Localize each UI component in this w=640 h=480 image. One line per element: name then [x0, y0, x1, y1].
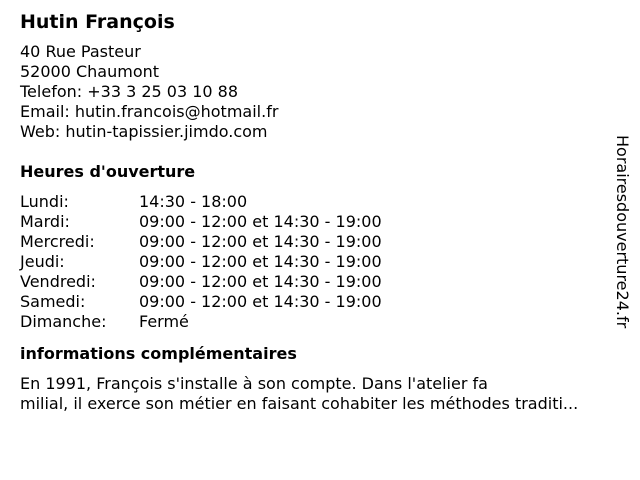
hours-day: Samedi:	[20, 292, 86, 311]
hours-time: Fermé	[139, 312, 189, 331]
hours-day: Mercredi:	[20, 232, 95, 251]
site-watermark: Horairesdouverture24.fr	[613, 135, 632, 329]
web-line: Web: hutin-tapissier.jimdo.com	[20, 122, 268, 141]
hours-time: 14:30 - 18:00	[139, 192, 248, 211]
additional-info-line-1: En 1991, François s'installe à son compte. Dans l'atelier fa	[20, 374, 488, 393]
address-street: 40 Rue Pasteur	[20, 42, 141, 61]
additional-info-title: informations complémentaires	[20, 344, 297, 363]
hours-time: 09:00 - 12:00 et 14:30 - 19:00	[139, 212, 382, 231]
additional-info-line-2: milial, il exerce son métier en faisant cohabiter les méthodes traditi...	[20, 394, 579, 413]
address-city: 52000 Chaumont	[20, 62, 160, 81]
hours-row-sunday	[20, 312, 620, 332]
hours-day: Mardi:	[20, 212, 70, 231]
business-name: Hutin François	[20, 11, 175, 33]
hours-day: Lundi:	[20, 192, 69, 211]
hours-time: 09:00 - 12:00 et 14:30 - 19:00	[139, 232, 382, 251]
hours-day: Dimanche:	[20, 312, 107, 331]
opening-hours-title: Heures d'ouverture	[20, 162, 196, 181]
hours-time: 09:00 - 12:00 et 14:30 - 19:00	[139, 272, 382, 291]
hours-day: Jeudi:	[20, 252, 65, 271]
business-card	[20, 8, 620, 414]
hours-row-wednesday	[20, 232, 620, 252]
hours-row-thursday	[20, 252, 620, 272]
hours-row-tuesday	[20, 212, 620, 232]
hours-row-saturday	[20, 292, 620, 312]
hours-day: Vendredi:	[20, 272, 96, 291]
email-line: Email: hutin.francois@hotmail.fr	[20, 102, 279, 121]
phone-line: Telefon: +33 3 25 03 10 88	[20, 82, 239, 101]
hours-time: 09:00 - 12:00 et 14:30 - 19:00	[139, 292, 382, 311]
hours-row-monday	[20, 192, 620, 212]
opening-hours-table	[20, 192, 620, 332]
hours-time: 09:00 - 12:00 et 14:30 - 19:00	[139, 252, 382, 271]
hours-row-friday	[20, 272, 620, 292]
